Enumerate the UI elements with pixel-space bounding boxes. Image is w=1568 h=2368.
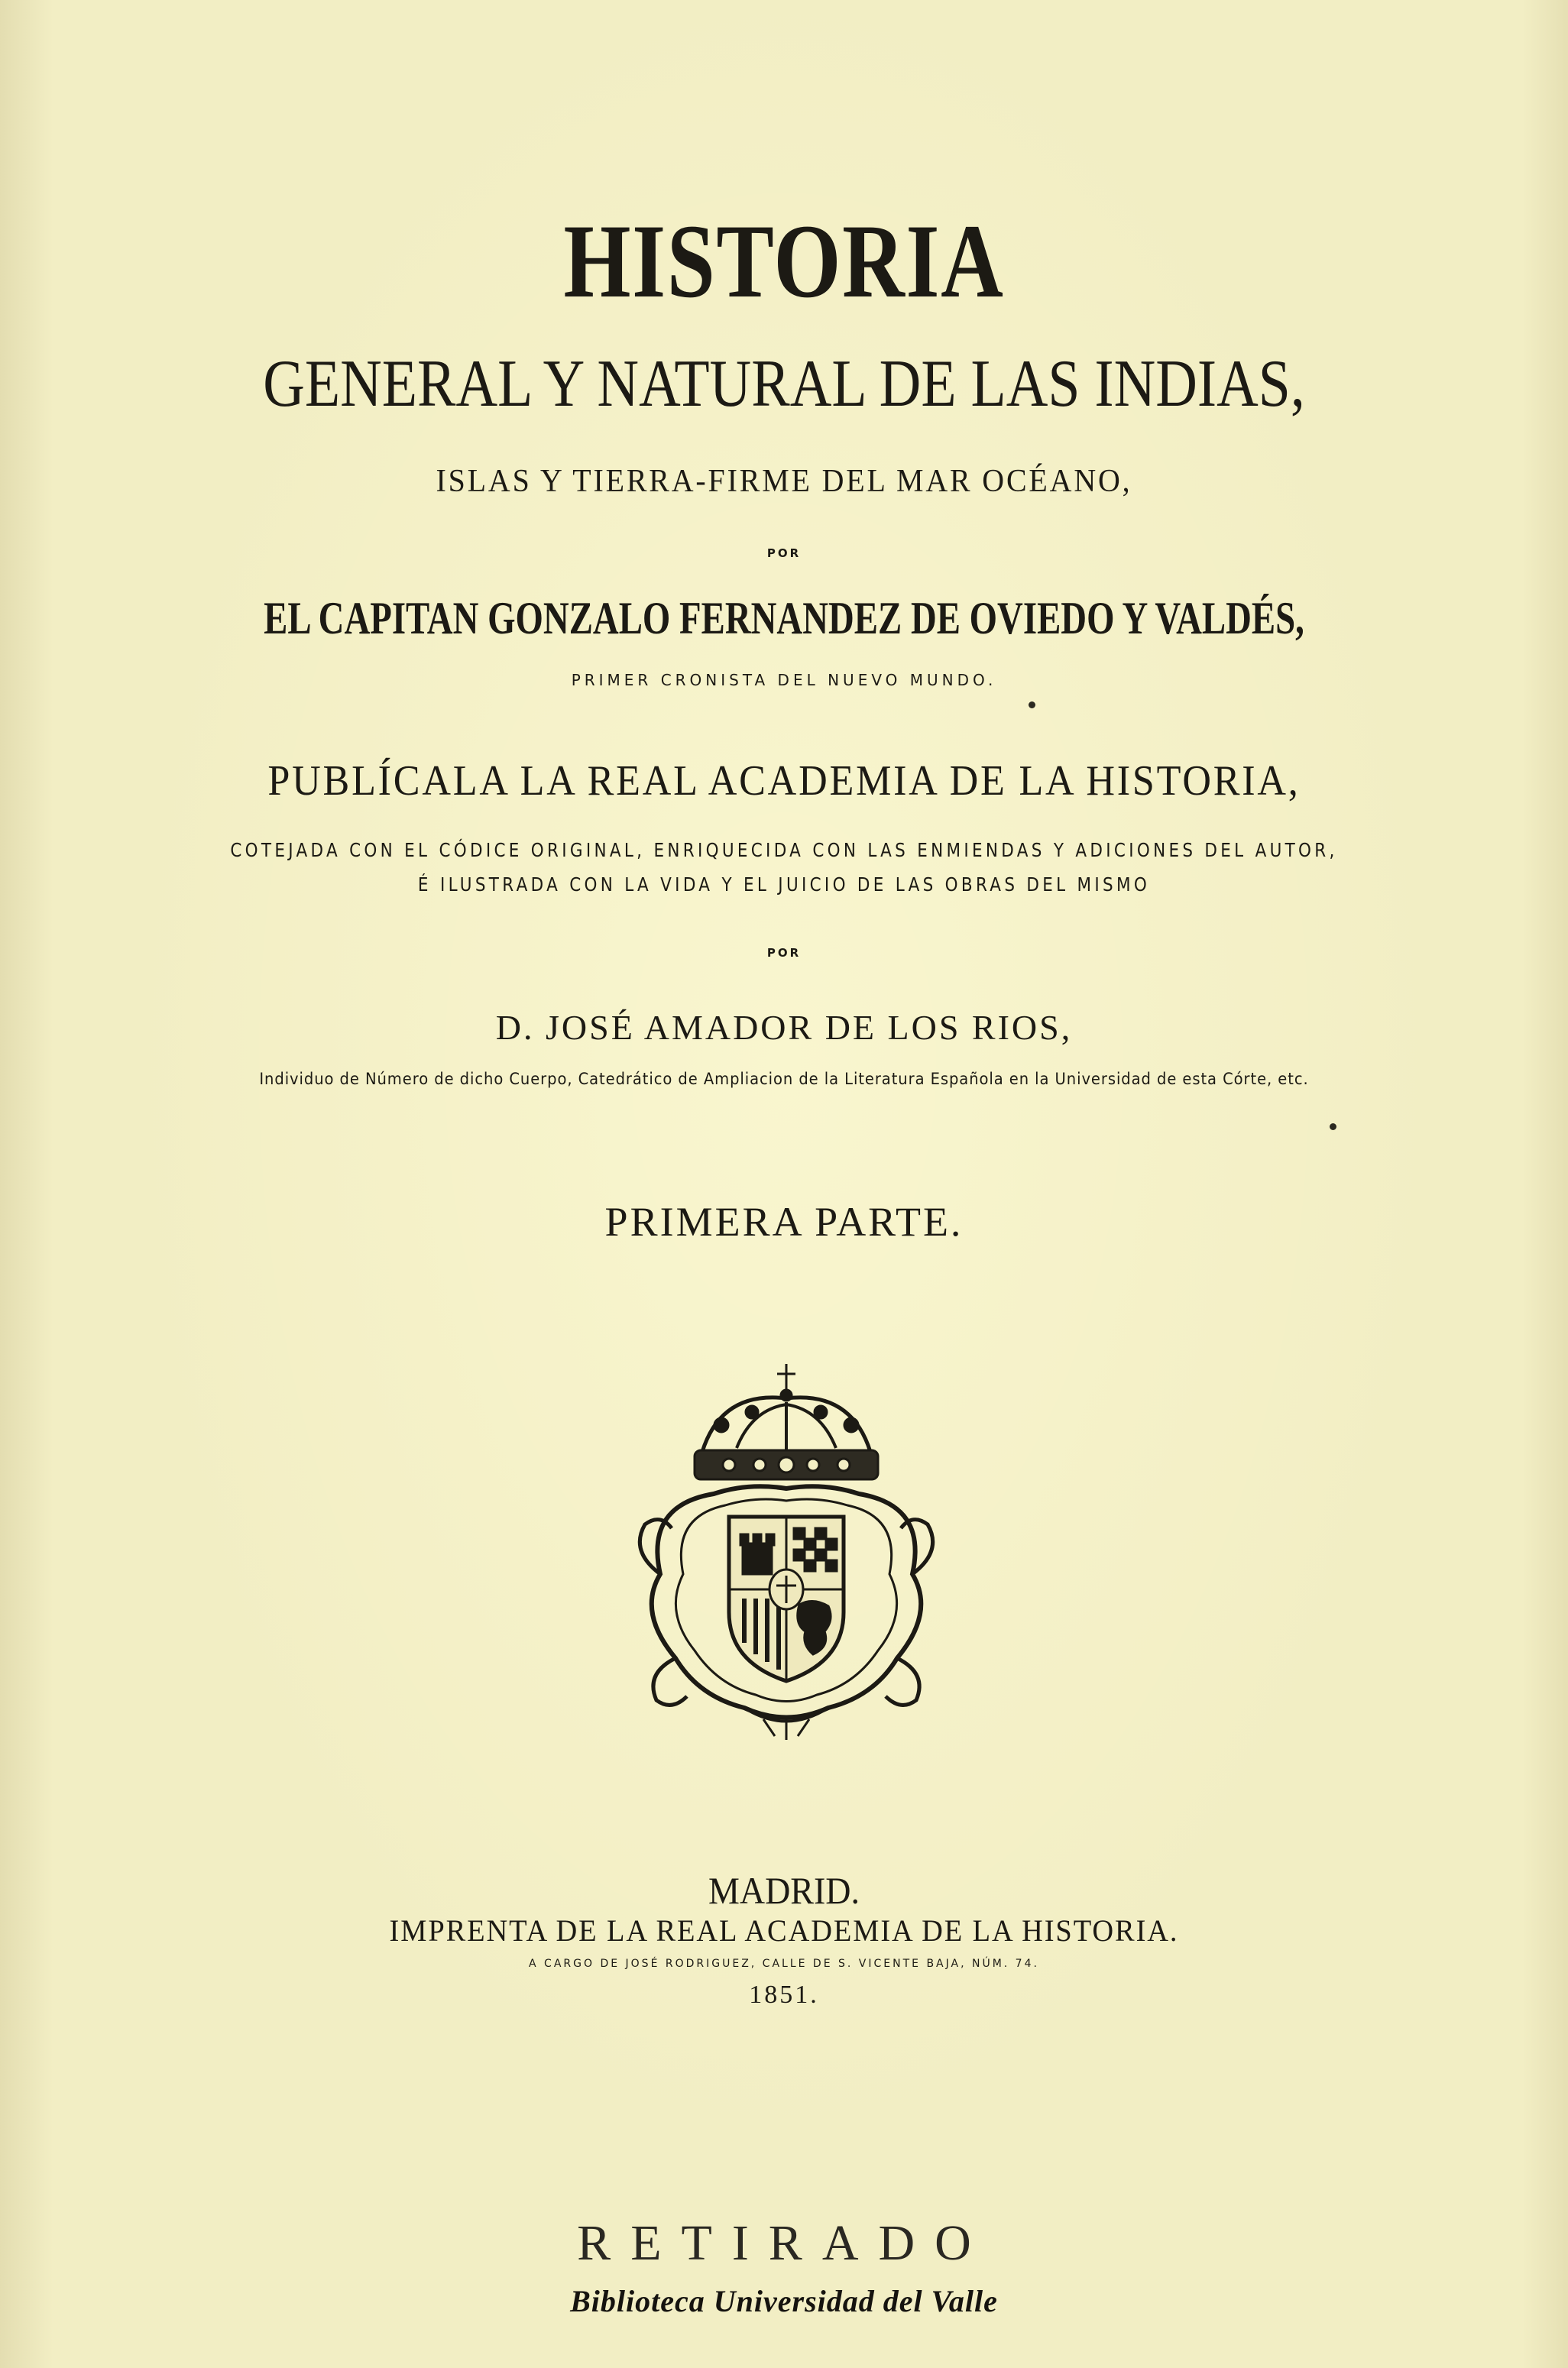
editor-name: D. JOSÉ AMADOR DE LOS RIOS, (495, 1008, 1073, 1047)
publication-place: MADRID. (708, 1869, 860, 1912)
book-title: HISTORIA (563, 202, 1005, 319)
decorative-dot (1330, 1123, 1336, 1130)
editor-role: Individuo de Número de dicho Cuerpo, Catedrático de Ampliacion de la Literatura Española en la Universidad de esta Córte, etc. (259, 1070, 1309, 1088)
library-stamp: Biblioteca Universidad del Valle (570, 2284, 998, 2318)
printer-name: IMPRENTA DE LA REAL ACADEMIA DE LA HISTORIA. (389, 1913, 1179, 1948)
printer-detail: A CARGO DE JOSÉ RODRIGUEZ, CALLE DE S. VICENTE BAJA, NÚM. 74. (529, 1958, 1039, 1970)
edition-description-1: COTEJADA CON EL CÓDICE ORIGINAL, ENRIQUECIDA CON LAS ENMIENDAS Y ADICIONES DEL AUTOR, (230, 839, 1338, 861)
decorative-dot (1029, 701, 1035, 708)
part-label: PRIMERA PARTE. (604, 1199, 964, 1245)
edition-description-2: É ILUSTRADA CON LA VIDA Y EL JUICIO DE LAS OBRAS DEL MISMO (417, 873, 1151, 896)
publisher-line: PUBLÍCALA LA REAL ACADEMIA DE LA HISTORIA, (267, 757, 1301, 805)
retirado-stamp: RETIRADO (577, 2215, 991, 2271)
publication-year: 1851. (749, 1981, 819, 2009)
book-subtitle-continued: ISLAS Y TIERRA-FIRME DEL MAR OCÉANO, (436, 464, 1132, 499)
author-name: EL CAPITAN GONZALO FERNANDEZ DE OVIEDO Y VALDÉS, (264, 593, 1304, 643)
by-label-author: POR (766, 546, 802, 560)
by-label-editor: POR (766, 946, 802, 960)
book-subtitle: GENERAL Y NATURAL DE LAS INDIAS, (263, 347, 1305, 421)
author-role: PRIMER CRONISTA DEL NUEVO MUNDO. (571, 671, 997, 689)
coat-of-arms-icon (630, 1360, 943, 1742)
